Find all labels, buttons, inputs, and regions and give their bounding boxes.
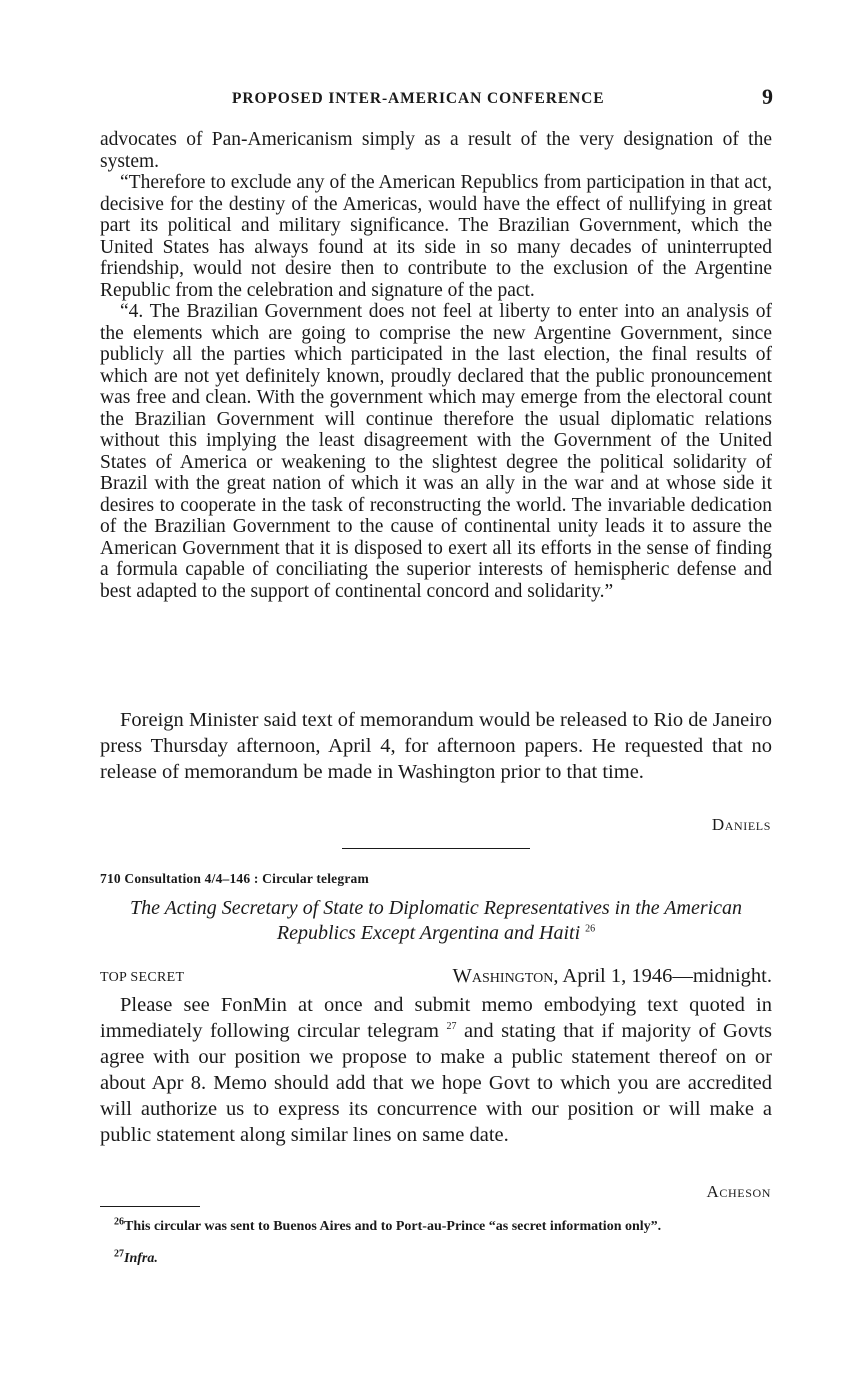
quote-paragraph-2: “Therefore to exclude any of the American Republics from participation in that act, decisive for the destiny of the Americas, would have the effect of nullifying in great part its political and military significance. The Brazilian Government, which the United States has always found at its side in so many decades of uninterrupted friendship, would not desire then to contribute to the exclusion of the Argentine Republic from the celebration and signature of the pact. <box>100 172 772 301</box>
quoted-memorandum <box>100 129 772 602</box>
page-number: 9 <box>762 84 773 109</box>
telegram-text-1: Please see FonMin at once and submit memo embodying text quoted in immediately following circular telegram <box>100 994 772 1042</box>
telegram-body <box>100 992 772 1148</box>
footnote-text: Infra. <box>124 1251 158 1266</box>
footnote-number: 27 <box>114 1248 124 1260</box>
document-file-number: 710 Consultation 4/4–146 : Circular telegram <box>100 871 369 886</box>
foreign-minister-paragraph-block <box>100 707 772 785</box>
signature-daniels: Daniels <box>711 815 771 834</box>
footnote-26 <box>96 1216 772 1234</box>
running-header <box>0 86 853 114</box>
footnote-rule <box>100 1206 200 1207</box>
dateline <box>453 965 772 988</box>
telegram-text-2: and stating that if majority of Govts agree with our position we propose to make a public statement thereof on or about Apr 8. Memo should add that we hope Govt to which you are accredited will authorize us to express its concurrence with our position or will make a public statement along similar lines on same date. <box>100 1020 772 1146</box>
section-divider <box>342 848 530 849</box>
quote-paragraph-3: “4. The Brazilian Government does not feel at liberty to enter into an analysis of the elements which are going to comprise the new Argentine Government, since publicly all the parties which participated in the last election, the final results of which are not yet definitely known, proudly declared that the public pronouncement was free and clean. With the government which may emerge from the electoral count the Brazilian Government will continue therefore the usual diplomatic relations without this implying the least disagreement with the Government of the United States of America or weakening to the slightest degree the political solidarity of Brazil with the great nation of which it was an ally in the war and at whose side it desires to cooperate in the task of reconstructing the world. The invariable dedication of the Brazilian Government to the cause of continental unity leads it to assure the American Government that it is disposed to exert all its efforts in the sense of finding a formula capable of conciliating the superior interests of hemispheric defense and best adapted to the support of continental concord and solidarity.” <box>100 301 772 602</box>
footnote-ref-27: 27 <box>446 1021 457 1033</box>
classification-label: TOP SECRET <box>100 970 185 985</box>
dateline-row <box>100 965 772 991</box>
signature-acheson: Acheson <box>706 1182 771 1201</box>
quote-paragraph-1: advocates of Pan-Americanism simply as a result of the very designation of the system. <box>100 129 772 172</box>
telegram-paragraph <box>100 992 772 1148</box>
footnote-27 <box>96 1248 772 1266</box>
foreign-minister-paragraph: Foreign Minister said text of memorandum would be released to Rio de Janeiro press Thursday afternoon, April 4, for afternoon papers. He requested that no release of memorandum be made in Washington prior to that time. <box>100 709 772 783</box>
footnote-text: This circular was sent to Buenos Aires and to Port-au-Prince “as secret information only”. <box>124 1219 662 1234</box>
running-title: PROPOSED INTER-AMERICAN CONFERENCE <box>232 90 605 107</box>
addressee-text: The Acting Secretary of State to Diplomatic Representatives in the American Republics Except Argentina and Haiti <box>129 897 743 944</box>
document-heading <box>100 896 772 946</box>
dateline-date: , April 1, 1946—midnight. <box>553 965 772 987</box>
dateline-place: Washington <box>452 965 554 987</box>
footnote-number: 26 <box>114 1216 124 1228</box>
footnote-ref-26: 26 <box>585 923 596 935</box>
